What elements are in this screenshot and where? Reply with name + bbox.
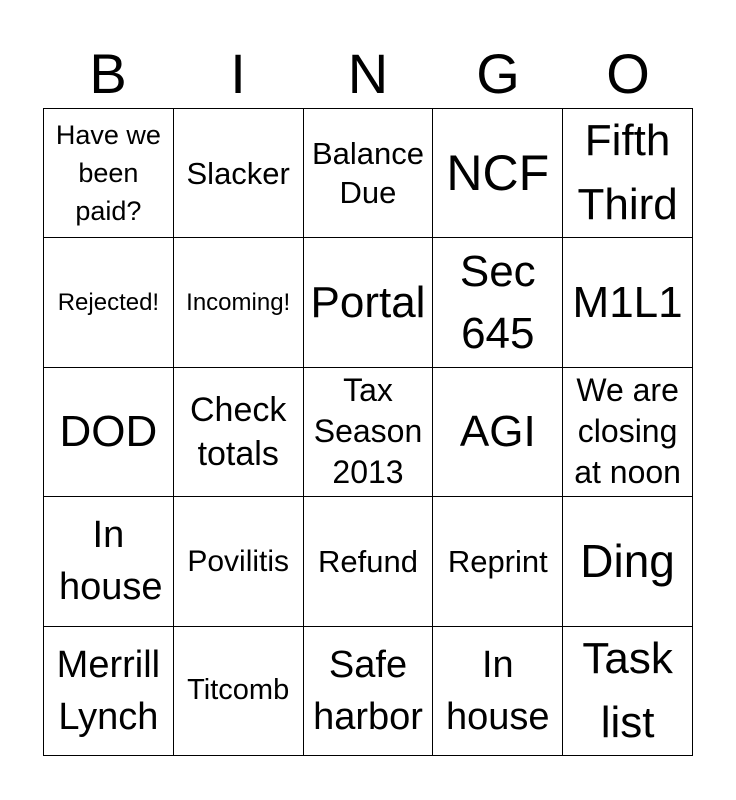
cell-text: Povilitis	[187, 544, 290, 578]
bingo-cell[interactable]	[563, 368, 693, 497]
bingo-cell[interactable]	[174, 368, 304, 497]
cell-text: Check totals	[190, 390, 287, 473]
bingo-cell[interactable]	[433, 368, 563, 497]
cell-text: Incoming!	[186, 288, 291, 316]
bingo-cell[interactable]	[563, 238, 693, 367]
cell-text: In house	[59, 514, 163, 609]
header-letter-i: I	[230, 42, 246, 105]
cell-text: We are closing at noon	[574, 372, 681, 491]
cell-text: Rejected!	[57, 288, 160, 316]
cell-text: NCF	[446, 145, 550, 202]
cell-text: Task list	[582, 633, 673, 747]
cell-text: Safe harbor	[313, 643, 423, 738]
bingo-cell[interactable]	[563, 109, 693, 238]
bingo-board	[43, 108, 693, 756]
cell-text: Have we been paid?	[55, 120, 161, 227]
cell-text: In house	[446, 643, 550, 738]
header-letter-b: B	[89, 42, 127, 105]
cell-text: DOD	[59, 406, 158, 456]
cell-text: Slacker	[186, 155, 290, 191]
bingo-cell[interactable]	[563, 497, 693, 626]
bingo-cell[interactable]	[174, 238, 304, 367]
bingo-cell[interactable]	[433, 497, 563, 626]
cell-text: AGI	[459, 406, 536, 456]
cell-text: Portal	[310, 277, 426, 327]
cell-text: M1L1	[572, 277, 683, 327]
bingo-cell[interactable]	[433, 238, 563, 367]
bingo-cell[interactable]	[44, 109, 174, 238]
bingo-cell[interactable]	[304, 109, 434, 238]
bingo-cell[interactable]	[433, 627, 563, 756]
bingo-cell[interactable]	[304, 238, 434, 367]
cell-text: Reprint	[447, 543, 548, 579]
cell-text: Titcomb	[187, 674, 290, 707]
cell-text: Merrill Lynch	[56, 643, 161, 738]
cell-text: Refund	[318, 543, 418, 579]
bingo-cell[interactable]	[433, 109, 563, 238]
bingo-cell[interactable]	[174, 497, 304, 626]
bingo-cell[interactable]	[304, 627, 434, 756]
bingo-cell[interactable]	[44, 497, 174, 626]
cell-text: Balance Due	[311, 136, 424, 211]
bingo-cell[interactable]	[44, 238, 174, 367]
bingo-cell[interactable]	[44, 627, 174, 756]
bingo-cell[interactable]	[304, 368, 434, 497]
bingo-cell[interactable]	[174, 627, 304, 756]
cell-text: Sec 645	[459, 246, 536, 358]
header-letter-o: O	[606, 42, 650, 105]
header-letter-g: G	[476, 42, 520, 105]
bingo-cell[interactable]	[563, 627, 693, 756]
bingo-cell[interactable]	[44, 368, 174, 497]
cell-text: Ding	[580, 535, 675, 588]
bingo-cell[interactable]	[174, 109, 304, 238]
cell-text: Fifth Third	[577, 116, 678, 230]
cell-text: Tax Season 2013	[313, 372, 423, 491]
header-letter-n: N	[347, 42, 389, 105]
bingo-header	[43, 40, 693, 108]
bingo-cell[interactable]	[304, 497, 434, 626]
